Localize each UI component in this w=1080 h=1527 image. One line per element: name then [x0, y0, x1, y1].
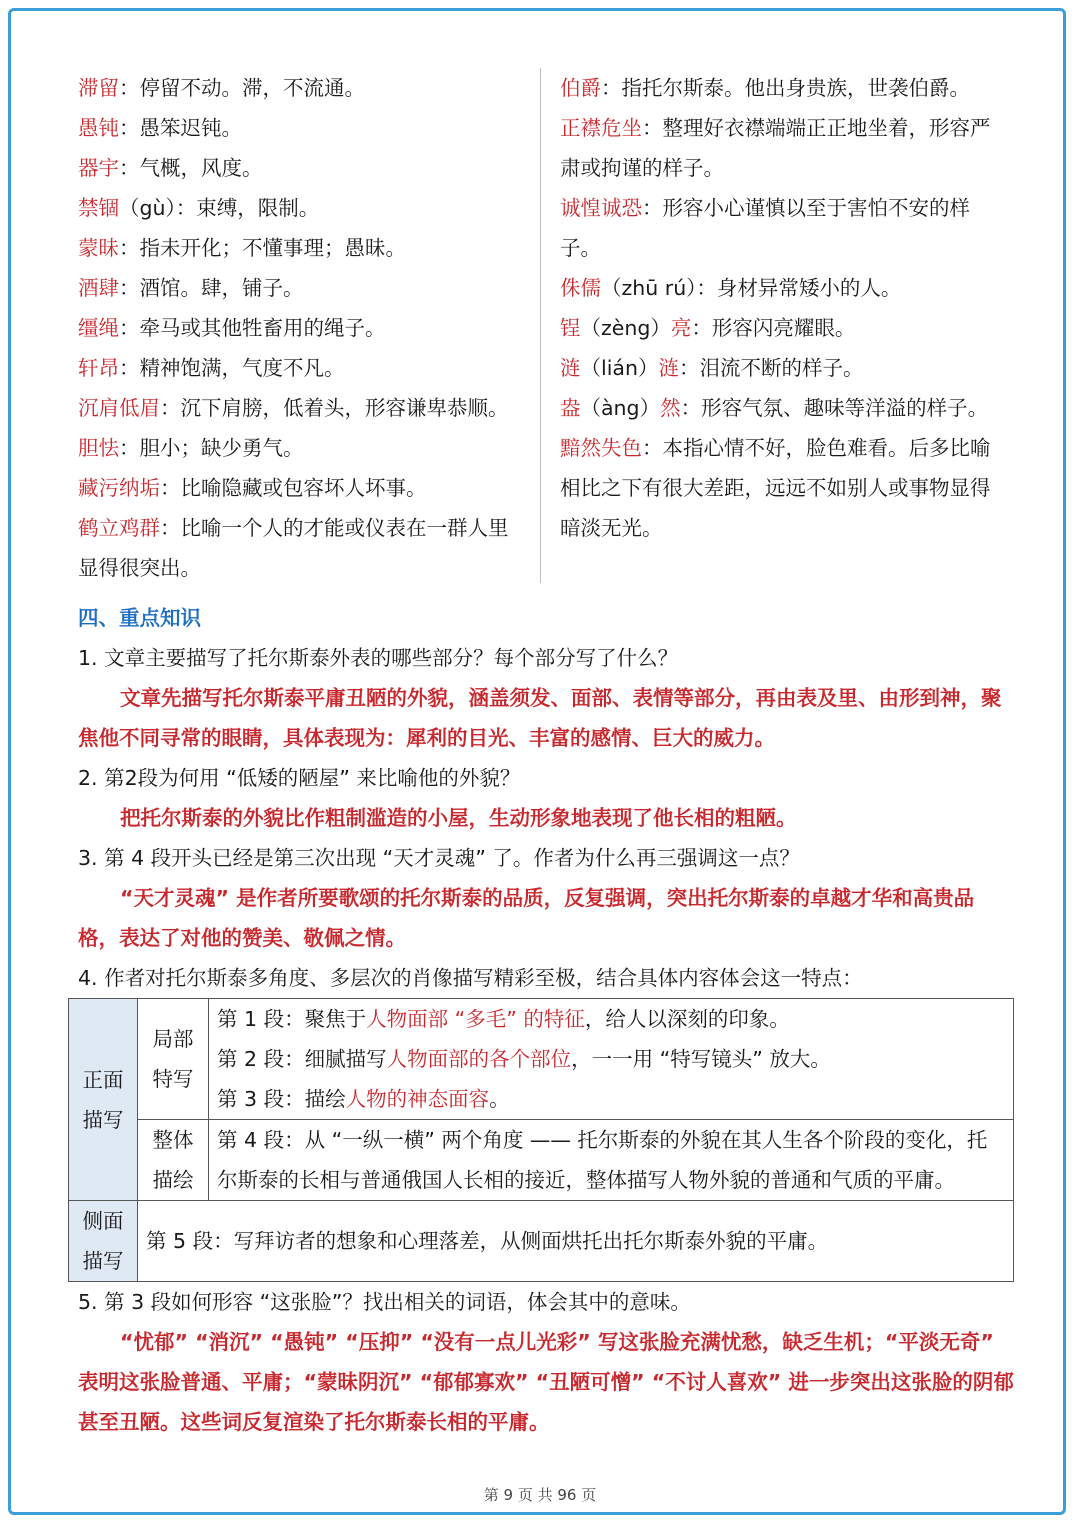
section-heading: 四、重点知识 — [78, 606, 201, 630]
answer-1: 文章先描写托尔斯泰平庸丑陋的外貌，涵盖须发、面部、表情等部分，再由表及里、由形到神，聚焦他不同寻常的眼睛，具体表现为：犀利的目光、丰富的感情、巨大的威力。 — [78, 686, 1002, 750]
table-category-side: 侧面描写 — [69, 1201, 138, 1282]
vocab-entry: 黯然失色：本指心情不好，脸色难看。后多比喻相比之下有很大差距，远远不如别人或事物显得暗淡无光。 — [560, 436, 991, 540]
table-category-front: 正面描写 — [69, 999, 138, 1201]
column-divider — [540, 68, 541, 583]
table-sub-whole: 整体描绘 — [138, 1120, 209, 1201]
vocab-entry: 愚钝：愚笨迟钝。 — [78, 116, 242, 140]
vocabulary-columns — [78, 68, 1014, 598]
vocab-entry: 正襟危坐：整理好衣襟端端正正地坐着，形容严肃或拘谨的样子。 — [560, 116, 991, 180]
vocab-entry: 鹤立鸡群：比喻一个人的才能或仪表在一群人里显得很突出。 — [78, 516, 509, 580]
vocab-entry: 轩昂：精神饱满，气度不凡。 — [78, 356, 345, 380]
vocab-entry: 诚惶诚恐：形容小心谨慎以至于害怕不安的样子。 — [560, 196, 970, 260]
answer-2: 把托尔斯泰的外貌比作粗制滥造的小屋，生动形象地表现了他长相的粗陋。 — [120, 806, 797, 830]
vocab-entry: 盎（àng）然：形容气氛、趣味等洋溢的样子。 — [560, 396, 989, 420]
vocab-entry: 侏儒（zhū rú）：身材异常矮小的人。 — [560, 276, 902, 300]
page-content — [78, 68, 1014, 1442]
table-cell-side: 第 5 段：写拜访者的想象和心理落差，从侧面烘托出托尔斯泰外貌的平庸。 — [138, 1201, 1014, 1282]
vocab-entry: 伯爵：指托尔斯泰。他出身贵族，世袭伯爵。 — [560, 76, 970, 100]
vocab-left-column — [78, 68, 528, 588]
table-cell-whole: 第 4 段：从 “一纵一横” 两个角度 —— 托尔斯泰的外貌在其人生各个阶段的变化，托尔斯泰的长相与普通俄国人长相的接近，整体描写人物外貌的普通和气质的平庸。 — [209, 1120, 1014, 1201]
vocab-entry: 酒肆：酒馆。肆，铺子。 — [78, 276, 304, 300]
question-3: 3. 第 4 段开头已经是第三次出现 “天才灵魂” 了。作者为什么再三强调这一点？ — [78, 846, 800, 870]
vocab-entry: 锃（zèng）亮：形容闪亮耀眼。 — [560, 316, 856, 340]
vocab-entry: 胆怯：胆小；缺少勇气。 — [78, 436, 304, 460]
question-1: 1. 文章主要描写了托尔斯泰外表的哪些部分？每个部分写了什么？ — [78, 646, 679, 670]
vocab-entry: 滞留：停留不动。滞，不流通。 — [78, 76, 365, 100]
vocab-entry: 缰绳：牵马或其他牲畜用的绳子。 — [78, 316, 386, 340]
vocab-entry: 蒙昧：指未开化；不懂事理；愚昧。 — [78, 236, 406, 260]
vocab-entry: 藏污纳垢：比喻隐藏或包容坏人坏事。 — [78, 476, 427, 500]
question-2: 2. 第2段为何用 “低矮的陋屋” 来比喻他的外貌？ — [78, 766, 521, 790]
page-footer: 第 9 页 共 96 页 — [483, 1486, 597, 1504]
answer-5: “忧郁” “消沉” “愚钝” “压抑” “没有一点儿光彩” 写这张脸充满忧愁，缺乏生机；“平淡无奇” 表明这张脸普通、平庸；“蒙昧阴沉” “郁郁寡欢” “丑陋可憎” “不讨人喜欢” 进一步突出这张脸的阴郁甚至丑陋。这些词反复渲染了托尔斯泰长相的平庸。 — [78, 1330, 1014, 1434]
vocab-right-column — [560, 68, 1010, 548]
portrait-analysis-table — [68, 998, 1014, 1282]
question-4: 4. 作者对托尔斯泰多角度、多层次的肖像描写精彩至极，结合具体内容体会这一特点： — [78, 966, 863, 990]
vocab-entry: 涟（lián）涟：泪流不断的样子。 — [560, 356, 864, 380]
vocab-entry: 沉肩低眉：沉下肩膀，低着头，形容谦卑恭顺。 — [78, 396, 509, 420]
answer-3: “天才灵魂” 是作者所要歌颂的托尔斯泰的品质，反复强调，突出托尔斯泰的卓越才华和高贵品格，表达了对他的赞美、敬佩之情。 — [78, 886, 975, 950]
vocab-entry: 禁锢（gù）：束缚，限制。 — [78, 196, 320, 220]
table-cell-local: 第 1 段：聚焦于人物面部 “多毛” 的特征，给人以深刻的印象。 第 2 段：细腻描写人物面部的各个部位，一一用 “特写镜头” 放大。 第 3 段：描绘人物的神态面容。 — [209, 999, 1014, 1120]
vocab-entry: 器宇：气概，风度。 — [78, 156, 263, 180]
table-sub-local: 局部特写 — [138, 999, 209, 1120]
question-5: 5. 第 3 段如何形容 “这张脸”？找出相关的词语，体会其中的意味。 — [78, 1290, 691, 1314]
